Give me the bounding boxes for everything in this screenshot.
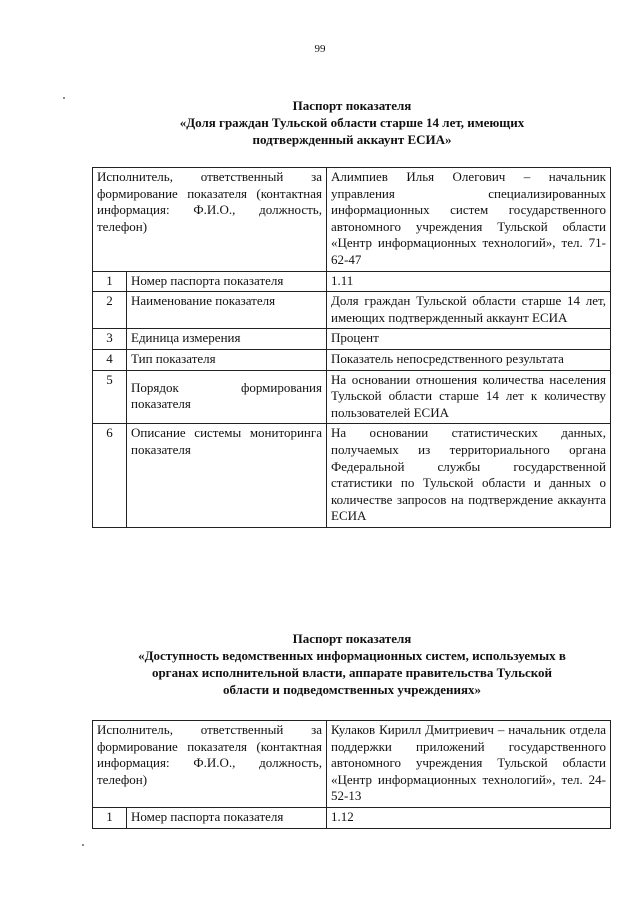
passport-1-table xyxy=(92,167,611,528)
row-value: Процент xyxy=(327,329,611,350)
passport-2-title-line-3: области и подведомственных учреждениях» xyxy=(222,682,482,697)
table-row xyxy=(93,292,611,329)
passport-2-title xyxy=(92,630,612,698)
row-value: 1.12 xyxy=(327,807,611,828)
table-row xyxy=(93,329,611,350)
executor-label: Исполнитель, ответственный за формирование показателя (контактная информация: Ф.И.О., должность, телефон) xyxy=(93,168,327,272)
passport-2-heading: Паспорт показателя xyxy=(292,631,412,646)
executor-label: Исполнитель, ответственный за формирование показателя (контактная информация: Ф.И.О., должность, телефон) xyxy=(93,721,327,808)
table-row xyxy=(93,349,611,370)
row-name: Порядок формирования показателя xyxy=(127,370,327,424)
row-number: 1 xyxy=(93,807,127,828)
table-row xyxy=(93,271,611,292)
row-value: На основании отношения количества населения Тульской области старше 14 лет к количеству пользователей ЕСИА xyxy=(327,370,611,424)
row-name: Номер паспорта показателя xyxy=(127,807,327,828)
table-row xyxy=(93,424,611,528)
row-number: 5 xyxy=(93,370,127,424)
row-name: Номер паспорта показателя xyxy=(127,271,327,292)
row-number: 6 xyxy=(93,424,127,528)
executor-row xyxy=(93,721,611,808)
passport-1-title-line-2: подтвержденный аккаунт ЕСИА» xyxy=(252,132,452,147)
passport-2-title-line-2: органах исполнительной власти, аппарате правительства Тульской xyxy=(151,665,553,680)
passport-1-title xyxy=(92,97,612,148)
row-value: Доля граждан Тульской области старше 14 лет, имеющих подтвержденный аккаунт ЕСИА xyxy=(327,292,611,329)
page-number: 99 xyxy=(314,43,326,55)
row-value: На основании статистических данных, получаемых из территориального органа Федеральной службы государственной статистики по Тульской области и данных о количестве запросов на подтверждение аккаунта ЕСИА xyxy=(327,424,611,528)
row-number: 4 xyxy=(93,349,127,370)
row-number: 2 xyxy=(93,292,127,329)
row-number: 1 xyxy=(93,271,127,292)
row-value: 1.11 xyxy=(327,271,611,292)
row-number: 3 xyxy=(93,329,127,350)
row-name: Описание системы мониторинга показателя xyxy=(127,424,327,528)
executor-value: Алимпиев Илья Олегович – начальник управления специализированных информационных систем государственного автономного учреждения Тульской области «Центр информационных технологий», тел. 71-62-47 xyxy=(327,168,611,272)
executor-value: Кулаков Кирилл Дмитриевич – начальник отдела поддержки приложений государственного автономного учреждения Тульской области «Центр информационных технологий», тел. 24-52-13 xyxy=(327,721,611,808)
passport-2-title-line-1: «Доступность ведомственных информационных систем, используемых в xyxy=(138,648,566,663)
passport-1-heading: Паспорт показателя xyxy=(292,98,412,113)
passport-1-title-line-1: «Доля граждан Тульской области старше 14 лет, имеющих xyxy=(179,115,525,130)
row-name: Тип показателя xyxy=(127,349,327,370)
row-value: Показатель непосредственного результата xyxy=(327,349,611,370)
table-row xyxy=(93,370,611,424)
passport-2-table xyxy=(92,720,611,829)
row-name: Наименование показателя xyxy=(127,292,327,329)
table-row xyxy=(93,807,611,828)
scan-speck xyxy=(63,97,65,99)
scan-speck xyxy=(82,844,84,846)
executor-row xyxy=(93,168,611,272)
row-name: Единица измерения xyxy=(127,329,327,350)
